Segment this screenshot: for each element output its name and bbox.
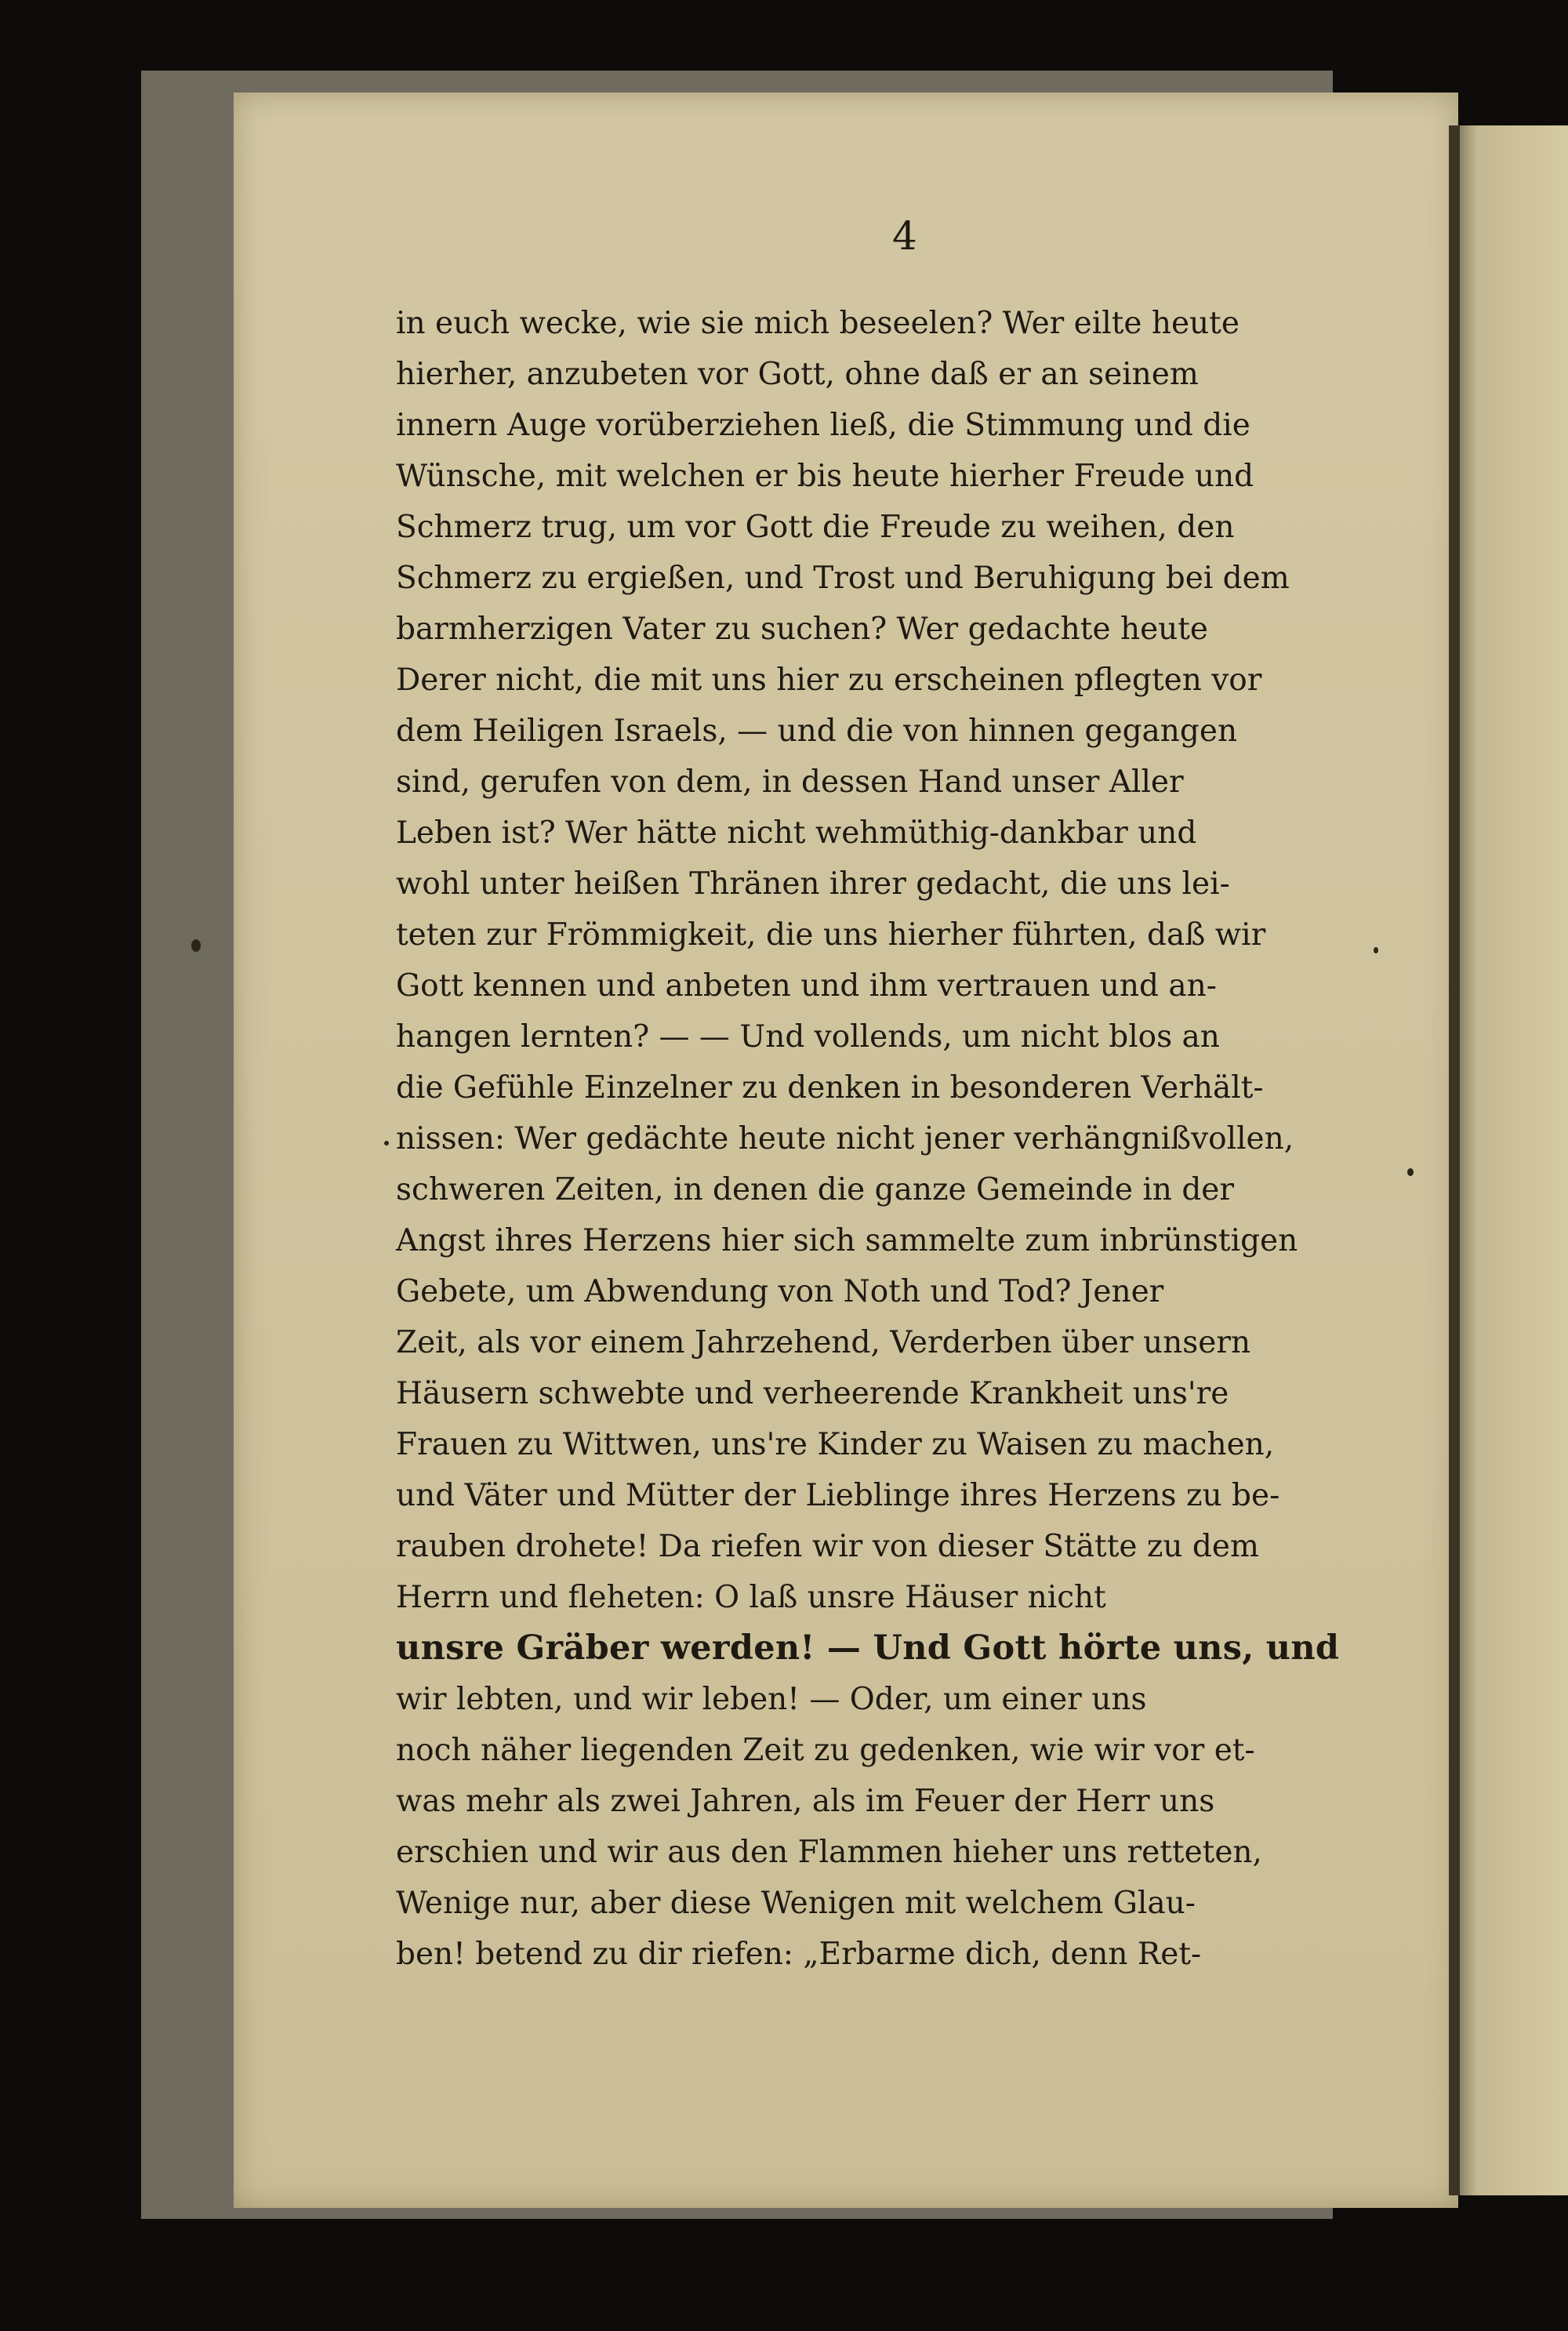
text-line: hangen lernten? — — Und vollends, um nicht blos an [396, 1019, 1220, 1055]
text-line: Gebete, um Abwendung von Noth und Tod? Jener [396, 1274, 1164, 1309]
text-line: Wünsche, mit welchen er bis heute hierher Freude und [396, 459, 1254, 494]
text-line: wohl unter heißen Thränen ihrer gedacht, die uns lei- [396, 866, 1230, 902]
text-line: und Väter und Mütter der Lieblinge ihres Herzens zu be- [396, 1478, 1280, 1513]
text-line: wir lebten, und wir leben! — Oder, um einer uns [396, 1682, 1147, 1717]
text-line-emphasis: unsre Gräber werden! — Und Gott hörte uns, und [396, 1628, 1340, 1668]
text-line: Schmerz zu ergießen, und Trost und Beruhigung bei dem [396, 561, 1290, 596]
paper-speck [384, 1141, 389, 1146]
text-line: ben! betend zu dir riefen: „Erbarme dich, denn Ret- [396, 1937, 1202, 1972]
text-line: noch näher liegenden Zeit zu gedenken, wie wir vor et- [396, 1733, 1255, 1768]
text-line: schweren Zeiten, in denen die ganze Gemeinde in der [396, 1172, 1235, 1207]
text-line: Frauen zu Wittwen, uns're Kinder zu Waisen zu machen, [396, 1427, 1275, 1462]
text-line-emphasis: Herrn und fleheten: O laß unsre Häuser nicht [396, 1580, 1106, 1615]
text-line: nissen: Wer gedächte heute nicht jener verhängnißvollen, [396, 1121, 1294, 1156]
text-line: Schmerz trug, um vor Gott die Freude zu weihen, den [396, 510, 1235, 545]
page-gutter [1449, 125, 1460, 2195]
text-line: Leben ist? Wer hätte nicht wehmüthig-dankbar und [396, 815, 1197, 851]
text-line: teten zur Frömmigkeit, die uns hierher führten, daß wir [396, 917, 1266, 953]
text-line: die Gefühle Einzelner zu denken in besonderen Verhält- [396, 1070, 1264, 1106]
text-line: rauben drohete! Da riefen wir von dieser Stätte zu dem [396, 1529, 1259, 1564]
text-line: barmherzigen Vater zu suchen? Wer gedachte heute [396, 612, 1209, 647]
text-line: dem Heiligen Israels, — und die von hinnen gegangen [396, 713, 1238, 749]
text-line: innern Auge vorüberziehen ließ, die Stimmung und die [396, 408, 1250, 443]
text-line: sind, gerufen von dem, in dessen Hand unser Aller [396, 764, 1184, 800]
text-line: was mehr als zwei Jahren, als im Feuer der Herr uns [396, 1784, 1215, 1819]
facing-page-edge [1446, 125, 1568, 2195]
text-line: Wenige nur, aber diese Wenigen mit welchem Glau- [396, 1886, 1196, 1921]
text-line: Angst ihres Herzens hier sich sammelte zum inbrünstigen [396, 1223, 1298, 1258]
text-line: hierher, anzubeten vor Gott, ohne daß er an seinem [396, 357, 1199, 392]
text-line: erschien und wir aus den Flammen hieher uns retteten, [396, 1835, 1262, 1870]
text-line: Zeit, als vor einem Jahrzehend, Verderben über unsern [396, 1325, 1251, 1360]
paper-speck [191, 939, 201, 952]
text-line: Gott kennen und anbeten und ihm vertrauen und an- [396, 968, 1217, 1004]
text-line: Häusern schwebte und verheerende Krankheit uns're [396, 1376, 1229, 1411]
text-line: in euch wecke, wie sie mich beseelen? Wer eilte heute [396, 306, 1240, 341]
page-number: 4 [892, 213, 917, 259]
body-text [396, 298, 1380, 1980]
text-line: Derer nicht, die mit uns hier zu erscheinen pflegten vor [396, 663, 1262, 698]
paper-speck [1407, 1168, 1414, 1176]
